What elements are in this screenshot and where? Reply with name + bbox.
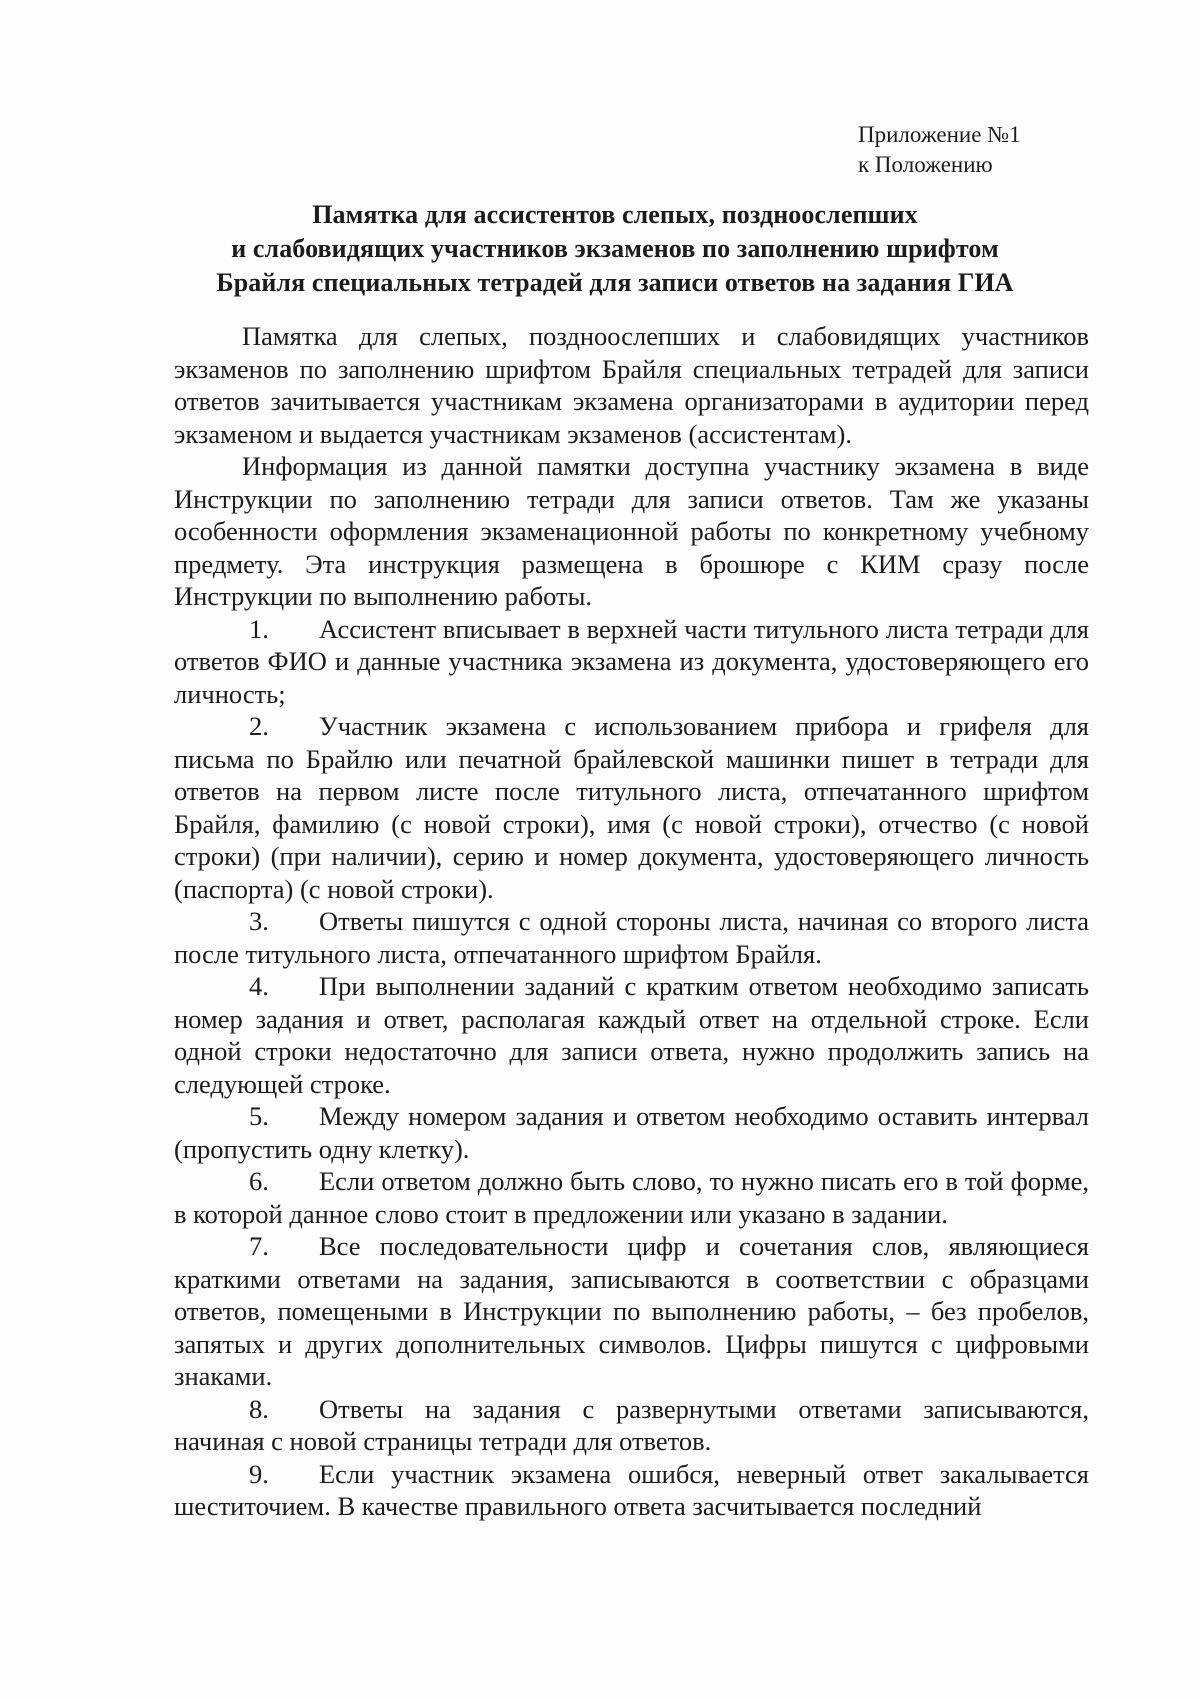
list-item-text: Ответы на задания с развернутыми ответами записываются, начиная с новой страницы тетради для ответов.: [174, 1393, 1089, 1456]
title-line-2: и слабовидящих участников экзаменов по заполнению шрифтом: [231, 234, 999, 263]
appendix-line-2: к Положению: [858, 152, 993, 177]
list-item-number: 5.: [249, 1101, 269, 1131]
title-line-1: Памятка для ассистентов слепых, поздноослепших: [312, 200, 918, 229]
list-item-number: 8.: [249, 1393, 269, 1424]
intro-paragraph-2: Информация из данной памятки доступна участнику экзамена в виде Инструкции по заполнению тетради для записи ответов. Там же указаны особенности оформления экзаменационной работы по конкретному учебному предмету. Эта инструкция размещена в брошюре с КИМ сразу после Инструкции по выполнению работы.: [174, 451, 1089, 611]
list-item-text: Участник экзамена с использованием прибора и грифеля для письма по Брайлю или печатной брайлевской машинки пишет в тетради для ответов на первом листе после титульного листа, отпечатанного шрифтом Брайля, фамилию (с новой строки), имя (с новой строки), отчество (с новой строки) (при наличии), серию и номер документа, удостоверяющего личность (паспорта) (с новой строки).: [174, 711, 1089, 904]
list-item: [174, 1393, 1089, 1458]
document-title: [150, 198, 1080, 300]
list-item-text: Ответы пишутся с одной стороны листа, начиная со второго листа после титульного листа, отпечатанного шрифтом Брайля.: [174, 906, 1089, 969]
list-item-text: Если участник экзамена ошибся, неверный ответ закалывается шеститочием. В качестве правильного ответа засчитывается последний: [174, 1458, 1089, 1521]
appendix-line-1: Приложение №1: [858, 122, 1021, 147]
appendix-reference: [858, 120, 1021, 180]
list-item-number: 6.: [249, 1166, 269, 1196]
list-item-number: 9.: [249, 1458, 269, 1489]
list-item: [174, 613, 1089, 711]
list-item-number: 1.: [249, 613, 269, 644]
list-item: [174, 1100, 1089, 1165]
list-item-number: 2.: [249, 711, 269, 741]
list-item: [174, 905, 1089, 970]
list-item-text: Все последовательности цифр и сочетания слов, являющиеся краткими ответами на задания, записываются в соответствии с образцами ответов, помещеными в Инструкции по выполнению работы, – без пробелов, запятых и других дополнительных символов. Цифры пишутся с цифровыми знаками.: [174, 1231, 1089, 1391]
list-item-number: 4.: [249, 971, 269, 1001]
list-item: [174, 710, 1089, 905]
intro-paragraph-1: Памятка для слепых, поздноослепших и слабовидящих участников экзаменов по заполнению шрифтом Брайля специальных тетрадей для записи ответов зачитывается участникам экзамена организаторами в аудитории перед экзаменом и выдается участникам экзаменов (ассистентам).: [174, 321, 1089, 449]
list-item-text: Если ответом должно быть слово, то нужно писать его в той форме, в которой данное слово стоит в предложении или указано в задании.: [174, 1166, 1089, 1229]
list-item: [174, 1165, 1089, 1230]
title-line-3: Брайля специальных тетрадей для записи ответов на задания ГИА: [216, 268, 1014, 297]
list-item-text: Между номером задания и ответом необходимо оставить интервал (пропустить одну клетку).: [174, 1101, 1089, 1164]
list-item: [174, 1230, 1089, 1393]
list-item: [174, 1458, 1089, 1523]
list-item-number: 3.: [249, 906, 269, 936]
list-item-number: 7.: [249, 1231, 269, 1261]
document-body: [174, 320, 1089, 1523]
list-item: [174, 970, 1089, 1100]
list-item-text: Ассистент вписывает в верхней части титульного листа тетради для ответов ФИО и данные участника экзамена из документа, удостоверяющего его личность;: [174, 613, 1089, 709]
list-item-text: При выполнении заданий с кратким ответом необходимо записать номер задания и ответ, располагая каждый ответ на отдельной строке. Если одной строки недостаточно для записи ответа, нужно продолжить запись на следующей строке.: [174, 971, 1089, 1099]
